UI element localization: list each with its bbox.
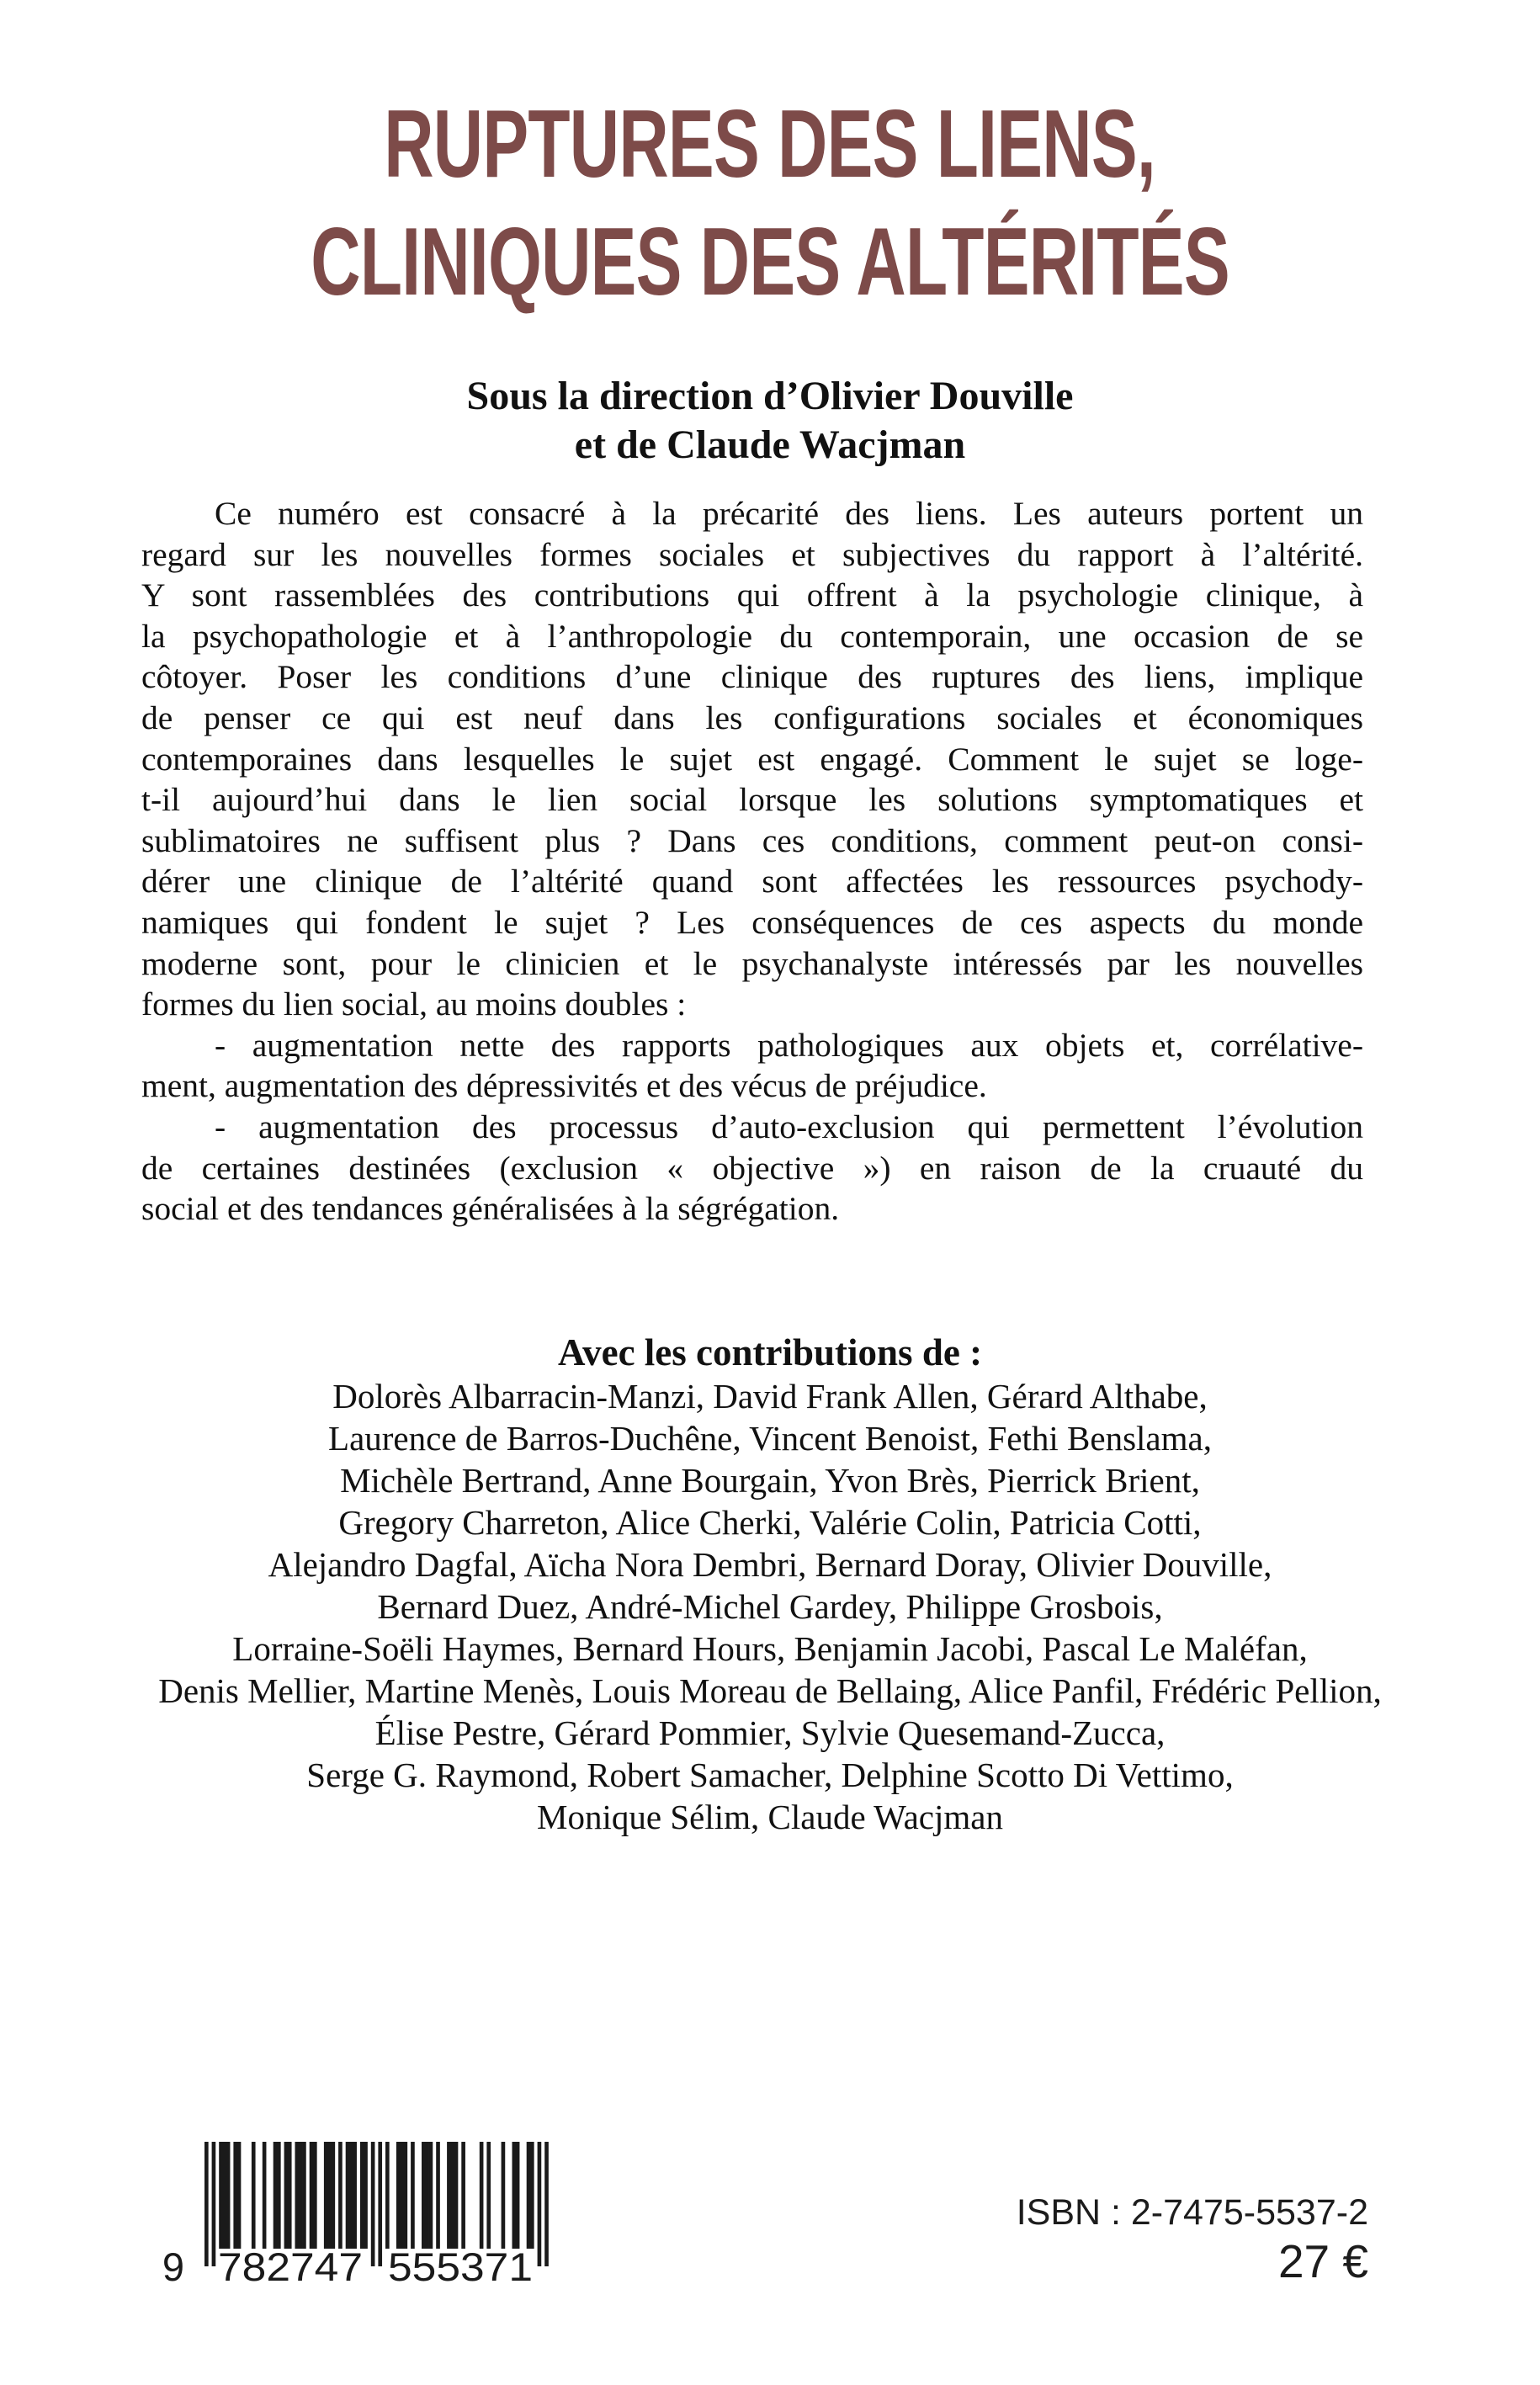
body-line: dérer une clinique de l’altérité quand sont affectées les ressources psychody-	[141, 863, 1363, 900]
barcode-bar	[425, 2142, 429, 2249]
isbn-text: ISBN : 2-7475-5537-2	[1016, 2192, 1368, 2233]
contributor-line: Élise Pestre, Gérard Pommier, Sylvie Quesemand-Zucca,	[374, 1713, 1166, 1752]
barcode-bar	[284, 2142, 289, 2249]
barcode-bar	[527, 2142, 531, 2249]
barcode-bar	[338, 2142, 343, 2249]
barcode-bar	[237, 2142, 242, 2249]
barcode-bar	[310, 2142, 314, 2249]
barcode-bar	[396, 2142, 401, 2249]
byline	[0, 372, 1540, 470]
barcode-bar	[324, 2142, 328, 2249]
barcode-bar	[516, 2142, 520, 2249]
body-line: contemporaines dans lesquelles le sujet est engagé. Comment le sujet se loge-	[141, 740, 1363, 778]
barcode-digits: 9	[162, 2244, 184, 2285]
contributor-line: Laurence de Barros-Duchêne, Vincent Benoist, Fethi Benslama,	[328, 1419, 1212, 1458]
contributor-line: Dolorès Albarracin-Manzi, David Frank Allen, Gérard Althabe,	[332, 1377, 1208, 1416]
barcode-bar	[371, 2142, 375, 2266]
barcode-bar	[233, 2142, 237, 2249]
body-line: Ce numéro est consacré à la précarité des liens. Les auteurs portent un	[215, 495, 1363, 532]
barcode-bar	[273, 2142, 278, 2249]
contributors-heading: Avec les contributions de :	[557, 1331, 983, 1373]
barcode-bar	[480, 2142, 484, 2249]
barcode-bar	[422, 2142, 426, 2249]
contributor-line: Gregory Charreton, Alice Cherki, Valérie Colin, Patricia Cotti,	[338, 1503, 1202, 1542]
contributor-line: Alejandro Dagfal, Aïcha Nora Dembri, Bernard Doray, Olivier Douville,	[268, 1545, 1272, 1584]
barcode-bar	[404, 2142, 408, 2249]
barcode-bar	[486, 2142, 491, 2249]
body-line: de penser ce qui est neuf dans les configurations sociales et économiques	[141, 699, 1363, 736]
body-line: formes du lien social, au moins doubles :	[141, 985, 687, 1023]
contributor-line: Monique Sélim, Claude Wacjman	[537, 1798, 1003, 1836]
barcode-bar	[530, 2142, 534, 2249]
contributor-line: Lorraine-Soëli Haymes, Bernard Hours, Benjamin Jacobi, Pascal Le Maléfan,	[232, 1629, 1308, 1668]
contributor-line: Michèle Bertrand, Anne Bourgain, Yvon Brès, Pierrick Brient,	[340, 1461, 1200, 1500]
barcode-bar	[544, 2142, 549, 2266]
body-line: namiques qui fondent le sujet ? Les conséquences de ces aspects du monde	[141, 903, 1363, 941]
barcode-bar	[461, 2142, 465, 2249]
barcode-bar	[454, 2142, 459, 2249]
body-line: Y sont rassemblées des contributions qui offrent à la psychologie clinique, à	[141, 576, 1363, 614]
barcode-bar	[302, 2142, 306, 2249]
barcode-bar	[299, 2142, 303, 2249]
body-line: moderne sont, pour le clinicien et le psychanalyste intéressés par les nouvelles	[141, 944, 1363, 982]
barcode-bar	[346, 2142, 350, 2249]
barcode-bar	[252, 2142, 256, 2249]
barcode-bar	[327, 2142, 332, 2249]
barcode-bar	[364, 2142, 368, 2249]
barcode-bar	[204, 2142, 209, 2266]
barcode-digits: 555371	[388, 2244, 533, 2285]
barcode-bar	[400, 2142, 404, 2249]
body-line: regard sur les nouvelles formes sociales et subjectives du rapport à l’altérité.	[141, 535, 1363, 573]
barcode-bar	[353, 2142, 357, 2249]
barcode-bar	[378, 2142, 382, 2266]
barcode-bar	[360, 2142, 364, 2249]
contributor-line: Serge G. Raymond, Robert Samacher, Delphine Scotto Di Vettimo,	[306, 1756, 1234, 1794]
price-text: 27 €	[1277, 2235, 1368, 2287]
contributors-list	[0, 1375, 1540, 1838]
contributor-line: Bernard Duez, André-Michel Gardey, Philippe Grosbois,	[377, 1587, 1163, 1626]
barcode-bar	[332, 2142, 336, 2249]
barcode-bar	[263, 2142, 267, 2249]
body-line: côtoyer. Poser les conditions d’une clinique des ruptures des liens, implique	[141, 658, 1363, 696]
body-line: la psychopathologie et à l’anthropologie du contemporain, une occasion de se	[141, 617, 1363, 655]
barcode-bar	[429, 2142, 433, 2249]
barcode-bar	[277, 2142, 281, 2249]
body-line: social et des tendances généralisées à la ségrégation.	[141, 1190, 840, 1228]
barcode-bar	[436, 2142, 440, 2249]
byline-line-1: Sous la direction d’Olivier Douville	[466, 374, 1074, 418]
barcode-bar	[450, 2142, 454, 2249]
barcode-bar	[411, 2142, 415, 2249]
body-line: - augmentation des processus d’auto-exclusion qui permettent l’évolution	[215, 1108, 1363, 1145]
barcode-bar	[502, 2142, 506, 2249]
body-line: sublimatoires ne suffisent plus ? Dans ces conditions, comment peut-on consi-	[141, 821, 1363, 859]
barcode-digits: 782747	[218, 2244, 363, 2285]
ean13-barcode	[154, 2140, 558, 2285]
barcode-bar	[223, 2142, 227, 2249]
barcode-bar	[212, 2142, 216, 2266]
byline-line-2: et de Claude Wacjman	[574, 422, 966, 467]
barcode-bar	[349, 2142, 353, 2249]
contributor-line: Denis Mellier, Martine Menès, Louis Moreau de Bellaing, Alice Panfil, Frédéric Pellion,	[158, 1671, 1382, 1710]
body-line: - augmentation nette des rapports pathologiques aux objets et, corrélative-	[215, 1026, 1363, 1064]
book-title-line-1-text: RUPTURES DES LIENS,	[384, 91, 1156, 198]
barcode-bar	[385, 2142, 390, 2249]
barcode-bar	[288, 2142, 292, 2249]
barcode-bar	[219, 2142, 223, 2249]
body-text	[141, 493, 1363, 1230]
body-line: t-il aujourd’hui dans le lien social lorsque les solutions symptomatiques et	[141, 781, 1363, 819]
barcode-bar	[538, 2142, 542, 2266]
barcode-bar	[447, 2142, 451, 2249]
barcode-bar	[512, 2142, 517, 2249]
body-line: ment, augmentation des dépressivités et des vécus de préjudice.	[141, 1067, 987, 1105]
barcode-bar	[226, 2142, 231, 2249]
book-title	[0, 86, 1540, 321]
book-title-line-2-text: CLINIQUES DES ALTÉRITÉS	[311, 209, 1229, 316]
book-title-line-2	[0, 204, 1540, 321]
body-line: de certaines destinées (exclusion « objective ») en raison de la cruauté du	[141, 1149, 1363, 1187]
barcode-bar	[295, 2142, 300, 2249]
book-title-line-1	[0, 86, 1540, 204]
barcode-bar	[313, 2142, 317, 2249]
